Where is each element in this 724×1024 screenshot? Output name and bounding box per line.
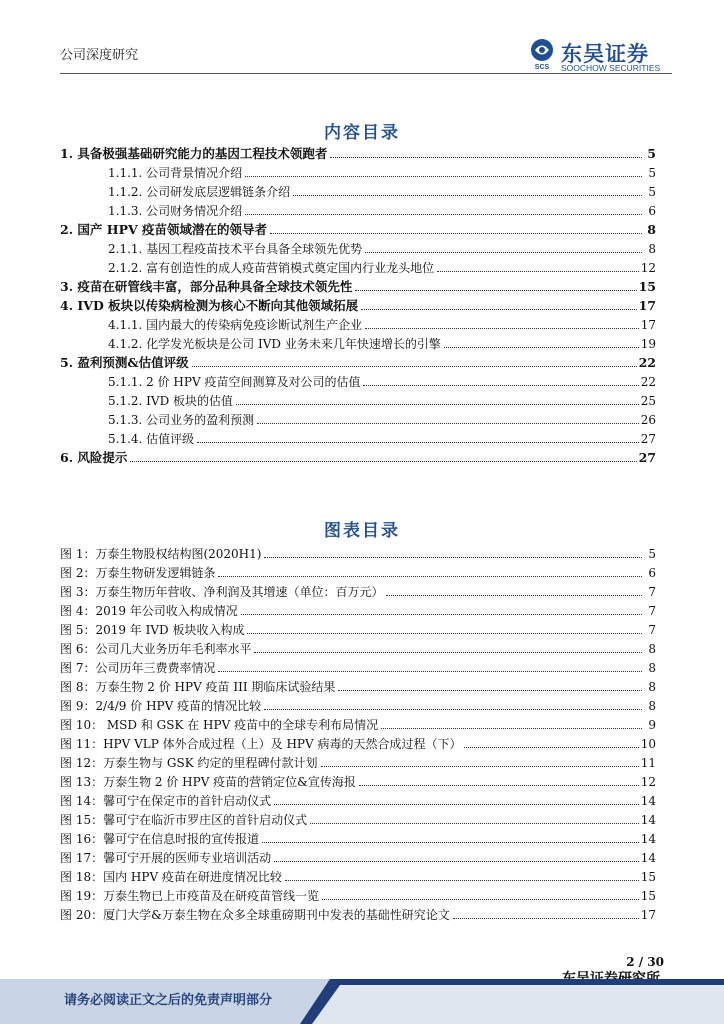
fig-entry-page: 9 [648,718,656,732]
toc-entry-page: 8 [647,222,656,237]
fig-entry-label: 图 8：万泰生物 2 价 HPV 疫苗 III 期临床试验结果 [60,680,336,694]
fig-entry-page: 10 [640,737,656,751]
fig-entry-leader [241,614,642,615]
toc-entry-leader [197,442,639,443]
toc-entry-page: 17 [638,298,656,313]
figures-title: 图表目录 [324,521,400,541]
toc-entry-label: 2.1.1. 基因工程疫苗技术平台具备全球领先优势 [108,242,363,256]
fig-entry[interactable] [60,888,656,904]
toc-entry[interactable] [108,374,656,390]
brand-name-cn: 东吴证券 [561,42,649,66]
fig-entry[interactable] [60,660,656,676]
toc-entry-leader [293,195,642,196]
fig-entry-leader [264,709,642,710]
toc-entry-page: 5 [647,146,656,161]
toc-entry-leader [361,309,636,310]
fig-entry-leader [386,595,642,596]
fig-entry-page: 14 [640,813,656,827]
toc-entry[interactable] [108,317,656,333]
fig-entry[interactable] [60,679,656,695]
fig-entry-page: 8 [648,699,656,713]
fig-entry-leader [218,671,642,672]
fig-entry[interactable] [60,774,656,790]
toc-entry[interactable] [60,355,656,371]
toc-entry[interactable] [108,165,656,181]
toc-entry-leader [363,385,638,386]
toc-title: 内容目录 [324,123,400,143]
toc-entry-label: 5.1.4. 估值评级 [108,432,195,446]
fig-entry-page: 17 [640,908,656,922]
fig-entry-label: 图 10： MSD 和 GSK 在 HPV 疫苗中的全球专利布局情况 [60,718,379,732]
report-type-label: 公司深度研究 [60,48,139,63]
toc-entry-page: 25 [640,394,656,408]
toc-entry-page: 26 [640,413,656,427]
fig-entry-label: 图 5：2019 年 IVD 板块收入构成 [60,623,245,637]
toc-entry-label: 1.1.1. 公司背景情况介绍 [108,166,243,180]
fig-entry-leader [338,690,642,691]
fig-entry-page: 15 [640,889,656,903]
toc-entry[interactable] [60,450,656,466]
logo-mark-text: SCS [534,64,550,70]
toc-entry[interactable] [108,431,656,447]
fig-entry[interactable] [60,755,656,771]
toc-entry-label: 1.1.3. 公司财务情况介绍 [108,204,243,218]
fig-entry[interactable] [60,736,656,752]
fig-entry-label: 图 11：HPV VLP 体外合成过程（上）及 HPV 病毒的天然合成过程（下） [60,737,462,751]
fig-entry-page: 6 [648,566,656,580]
toc-entry[interactable] [60,146,656,162]
toc-entry-label: 6. 风险提示 [60,450,128,465]
toc-entry-page: 17 [640,318,656,332]
toc-entry-leader [365,252,642,253]
toc-entry-label: 3. 疫苗在研管线丰富，部分品种具备全球技术领先性 [60,279,353,294]
fig-entry-label: 图 18：国内 HPV 疫苗在研进度情况比较 [60,870,282,884]
toc-entry-leader [365,328,639,329]
fig-entry-leader [321,766,639,767]
toc-entry-leader [355,290,636,291]
toc-entry-leader [245,176,642,177]
fig-entry-leader [247,633,642,634]
fig-entry[interactable] [60,641,656,657]
fig-entry-leader [262,842,639,843]
toc-entry-page: 5 [648,166,656,180]
toc-entry[interactable] [60,298,656,314]
fig-entry-page: 14 [640,794,656,808]
toc-entry-label: 4.1.2. 化学发光板块是公司 IVD 业务未来几年快速增长的引擎 [108,337,441,351]
brand-logo [527,38,677,74]
fig-entry-label: 图 12：万泰生物与 GSK 约定的里程碑付款计划 [60,756,318,770]
fig-entry[interactable] [60,869,656,885]
toc-entry-label: 5.1.3. 公司业务的盈利预测 [108,413,255,427]
toc-entry[interactable] [108,336,656,352]
toc-entry[interactable] [108,260,656,276]
fig-entry-leader [322,899,639,900]
toc-entry-page: 27 [638,450,656,465]
fig-entry-label: 图 2：万泰生物研发逻辑链条 [60,566,216,580]
toc-entry-label: 5.1.1. 2 价 HPV 疫苗空间测算及对公司的估值 [108,375,361,389]
toc-entry-leader [192,366,637,367]
fig-entry-leader [464,747,638,748]
fig-entry-label: 图 9：2/4/9 价 HPV 疫苗的情况比较 [60,699,262,713]
fig-entry[interactable] [60,584,656,600]
fig-entry-leader [254,652,642,653]
fig-entry-leader [218,576,642,577]
fig-entry[interactable] [60,603,656,619]
fig-entry-label: 图 13：万泰生物 2 价 HPV 疫苗的营销定位&宣传海报 [60,775,356,789]
fig-entry[interactable] [60,546,656,562]
toc-entry-label: 4.1.1. 国内最大的传染病免疫诊断试剂生产企业 [108,318,363,332]
fig-entry-label: 图 7：公司历年三费费率情况 [60,661,216,675]
toc-entry-page: 12 [640,261,656,275]
fig-entry-page: 8 [648,680,656,694]
fig-entry-label: 图 6：公司几大业务历年毛利率水平 [60,642,252,656]
toc-entry-page: 22 [638,355,656,370]
fig-entry-page: 7 [648,623,656,637]
fig-entry-label: 图 19：万泰生物已上市疫苗及在研疫苗管线一览 [60,889,320,903]
fig-entry[interactable] [60,717,656,733]
fig-entry-page: 15 [640,870,656,884]
toc-entry-leader [330,157,642,158]
toc-entry[interactable] [108,393,656,409]
toc-entry-page: 6 [648,204,656,218]
fig-entry-page: 11 [640,756,656,770]
toc-entry[interactable] [60,222,656,238]
toc-entry-label: 1.1.2. 公司研发底层逻辑链条介绍 [108,185,291,199]
fig-entry-label: 图 14：馨可宁在保定市的首针启动仪式 [60,794,272,808]
toc-entry-page: 19 [640,337,656,351]
fig-entry-label: 图 16：馨可宁在信息时报的宣传报道 [60,832,260,846]
fig-entry-page: 8 [648,642,656,656]
toc-entry-label: 2. 国产 HPV 疫苗领域潜在的领导者 [60,222,268,237]
toc-entry[interactable] [108,241,656,257]
fig-entry[interactable] [60,812,656,828]
toc-entry-page: 22 [640,375,656,389]
toc-entry-label: 5.1.2. IVD 板块的估值 [108,394,234,408]
fig-entry[interactable] [60,565,656,581]
fig-entry-label: 图 3：万泰生物历年营收、净利润及其增速（单位：百万元） [60,585,384,599]
brand-logo-icon [527,38,557,70]
fig-entry-page: 7 [648,604,656,618]
fig-entry-leader [310,823,639,824]
fig-entry-page: 5 [648,547,656,561]
fig-entry[interactable] [60,831,656,847]
page-number: 2 / 30 [626,955,664,969]
fig-entry-label: 图 4：2019 年公司收入构成情况 [60,604,238,618]
toc-entry-label: 2.1.2. 富有创造性的成人疫苗营销模式奠定国内行业龙头地位 [108,261,435,275]
toc-entry[interactable] [108,184,656,200]
fig-entry[interactable] [60,622,656,638]
toc-entry-page: 15 [638,279,656,294]
fig-entry-label: 图 15：馨可宁在临沂市罗庄区的首针启动仪式 [60,813,308,827]
fig-entry-leader [453,918,639,919]
fig-entry-page: 14 [640,851,656,865]
fig-entry[interactable] [60,793,656,809]
fig-entry-page: 7 [648,585,656,599]
toc-entry-leader [130,461,636,462]
fig-entry-label: 图 17：馨可宁开展的医师专业培训活动 [60,851,272,865]
fig-entry-label: 图 1：万泰生物股权结构图(2020H1) [60,547,262,561]
toc-entry-page: 8 [648,242,656,256]
fig-entry[interactable] [60,698,656,714]
toc-entry-label: 1. 具备极强基础研究能力的基因工程技术领跑者 [60,146,328,161]
fig-entry-leader [274,804,639,805]
fig-entry[interactable] [60,907,656,923]
fig-entry-leader [264,557,642,558]
toc-entry[interactable] [60,279,656,295]
fig-entry-leader [285,880,639,881]
toc-entry-leader [245,214,642,215]
footer-disclaimer: 请务必阅读正文之后的免责声明部分 [64,993,273,1008]
toc-entry-leader [257,423,639,424]
toc-entry-leader [236,404,639,405]
toc-entry[interactable] [108,412,656,428]
toc-entry[interactable] [108,203,656,219]
toc-entry-page: 27 [640,432,656,446]
brand-name-en: SOOCHOW SECURITIES [561,63,661,73]
fig-entry-page: 12 [640,775,656,789]
fig-entry-page: 14 [640,832,656,846]
toc-entry-label: 4. IVD 板块以传染病检测为核心不断向其他领域拓展 [60,298,359,313]
fig-entry-page: 8 [648,661,656,675]
toc-entry-page: 5 [648,185,656,199]
fig-entry-leader [359,785,639,786]
toc-entry-leader [270,233,642,234]
toc-entry-label: 5. 盈利预测&估值评级 [60,355,189,370]
fig-entry-label: 图 20：厦门大学&万泰生物在众多全球重磅期刊中发表的基础性研究论文 [60,908,450,922]
fig-entry-leader [274,861,639,862]
fig-entry[interactable] [60,850,656,866]
toc-entry-leader [444,347,639,348]
toc-entry-leader [437,271,639,272]
header-divider [60,73,672,74]
fig-entry-leader [381,728,642,729]
